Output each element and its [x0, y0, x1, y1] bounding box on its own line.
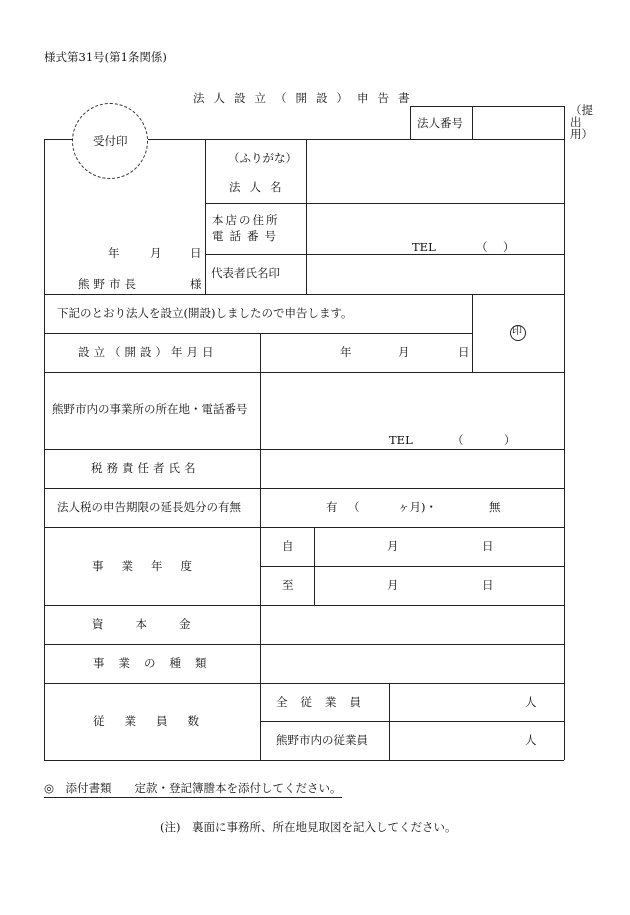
footer-note: (注) 裏面に事務所、所在地見取図を記入してください。 — [160, 820, 457, 834]
attachment-note: ◎ 添付書類 定款・登記簿謄本を添付してください。 — [44, 783, 342, 798]
business-type-input[interactable] — [262, 646, 562, 682]
all-employees-unit: 人 — [525, 695, 537, 709]
business-year-label: 事業年度 — [92, 559, 210, 573]
form-number: 様式第31号(第1条関係) — [44, 50, 167, 64]
tax-accountant-label: 税務責任者氏名 — [91, 461, 200, 475]
business-year-to: 至 — [282, 578, 294, 592]
extension-no[interactable]: 無 — [489, 500, 501, 514]
corp-name-input[interactable] — [308, 141, 562, 201]
local-employees-label: 熊野市内の従業員 — [276, 733, 368, 747]
extension-months: ヶ月)・ — [398, 500, 437, 514]
date-day-label: 日 — [190, 246, 202, 260]
office-paren-open: （ — [452, 433, 464, 447]
extension-label: 法人税の申告期限の延長処分の有無 — [57, 500, 241, 514]
extension-paren-open: （ — [348, 500, 360, 514]
representative-label: 代表者氏名印 — [211, 266, 280, 280]
establishment-date-label: 設立（開設）年月日 — [78, 345, 218, 359]
office-paren-close: ） — [504, 433, 516, 447]
head-office-tel: TEL — [412, 240, 436, 254]
to-month: 月 — [387, 578, 399, 592]
representative-input[interactable] — [308, 256, 562, 293]
date-month-label: 月 — [150, 246, 162, 260]
seal-mark: 印 — [512, 326, 522, 337]
office-location-label: 熊野市内の事業所の所在地・電話番号 — [52, 402, 248, 416]
head-office-paren-open: （ — [476, 240, 488, 254]
head-office-paren-close: ） — [503, 240, 515, 254]
submission-note: （提出用） — [570, 103, 593, 141]
honorific-label: 様 — [190, 277, 202, 291]
receipt-stamp-label: 受付印 — [93, 134, 128, 148]
establishment-month: 月 — [398, 345, 410, 359]
form-title: 法人設立（開設）申告書 — [193, 91, 419, 105]
from-day: 日 — [482, 539, 494, 553]
all-employees-input[interactable] — [391, 685, 511, 719]
business-type-label: 事業の種類 — [93, 656, 221, 670]
business-year-from: 自 — [282, 539, 294, 553]
local-employees-input[interactable] — [391, 723, 511, 758]
capital-input[interactable] — [262, 607, 562, 643]
local-employees-unit: 人 — [525, 733, 537, 747]
all-employees-label: 全従業員 — [276, 695, 374, 709]
declaration-text: 下記のとおり法人を設立(開設)しましたので申告します。 — [57, 306, 353, 320]
furigana-label: （ふりがな） — [228, 151, 297, 165]
employees-label: 従業員数 — [93, 714, 219, 728]
corporate-number-input[interactable] — [474, 108, 562, 138]
extension-yes[interactable]: 有 — [326, 500, 338, 514]
mayor-label: 熊野市長 — [78, 277, 140, 291]
date-year-label: 年 — [108, 246, 120, 260]
corp-name-label: 法人名 — [229, 180, 291, 194]
establishment-day: 日 — [458, 345, 470, 359]
phone-label: 電話番号 — [212, 229, 282, 243]
office-tel: TEL — [389, 433, 413, 447]
head-office-label: 本店の住所 — [212, 213, 280, 227]
capital-label: 資本金 — [92, 617, 223, 631]
from-month: 月 — [387, 539, 399, 553]
establishment-year: 年 — [340, 345, 352, 359]
tax-accountant-input[interactable] — [262, 451, 562, 487]
corporate-number-label: 法人番号 — [417, 116, 463, 130]
to-day: 日 — [482, 578, 494, 592]
